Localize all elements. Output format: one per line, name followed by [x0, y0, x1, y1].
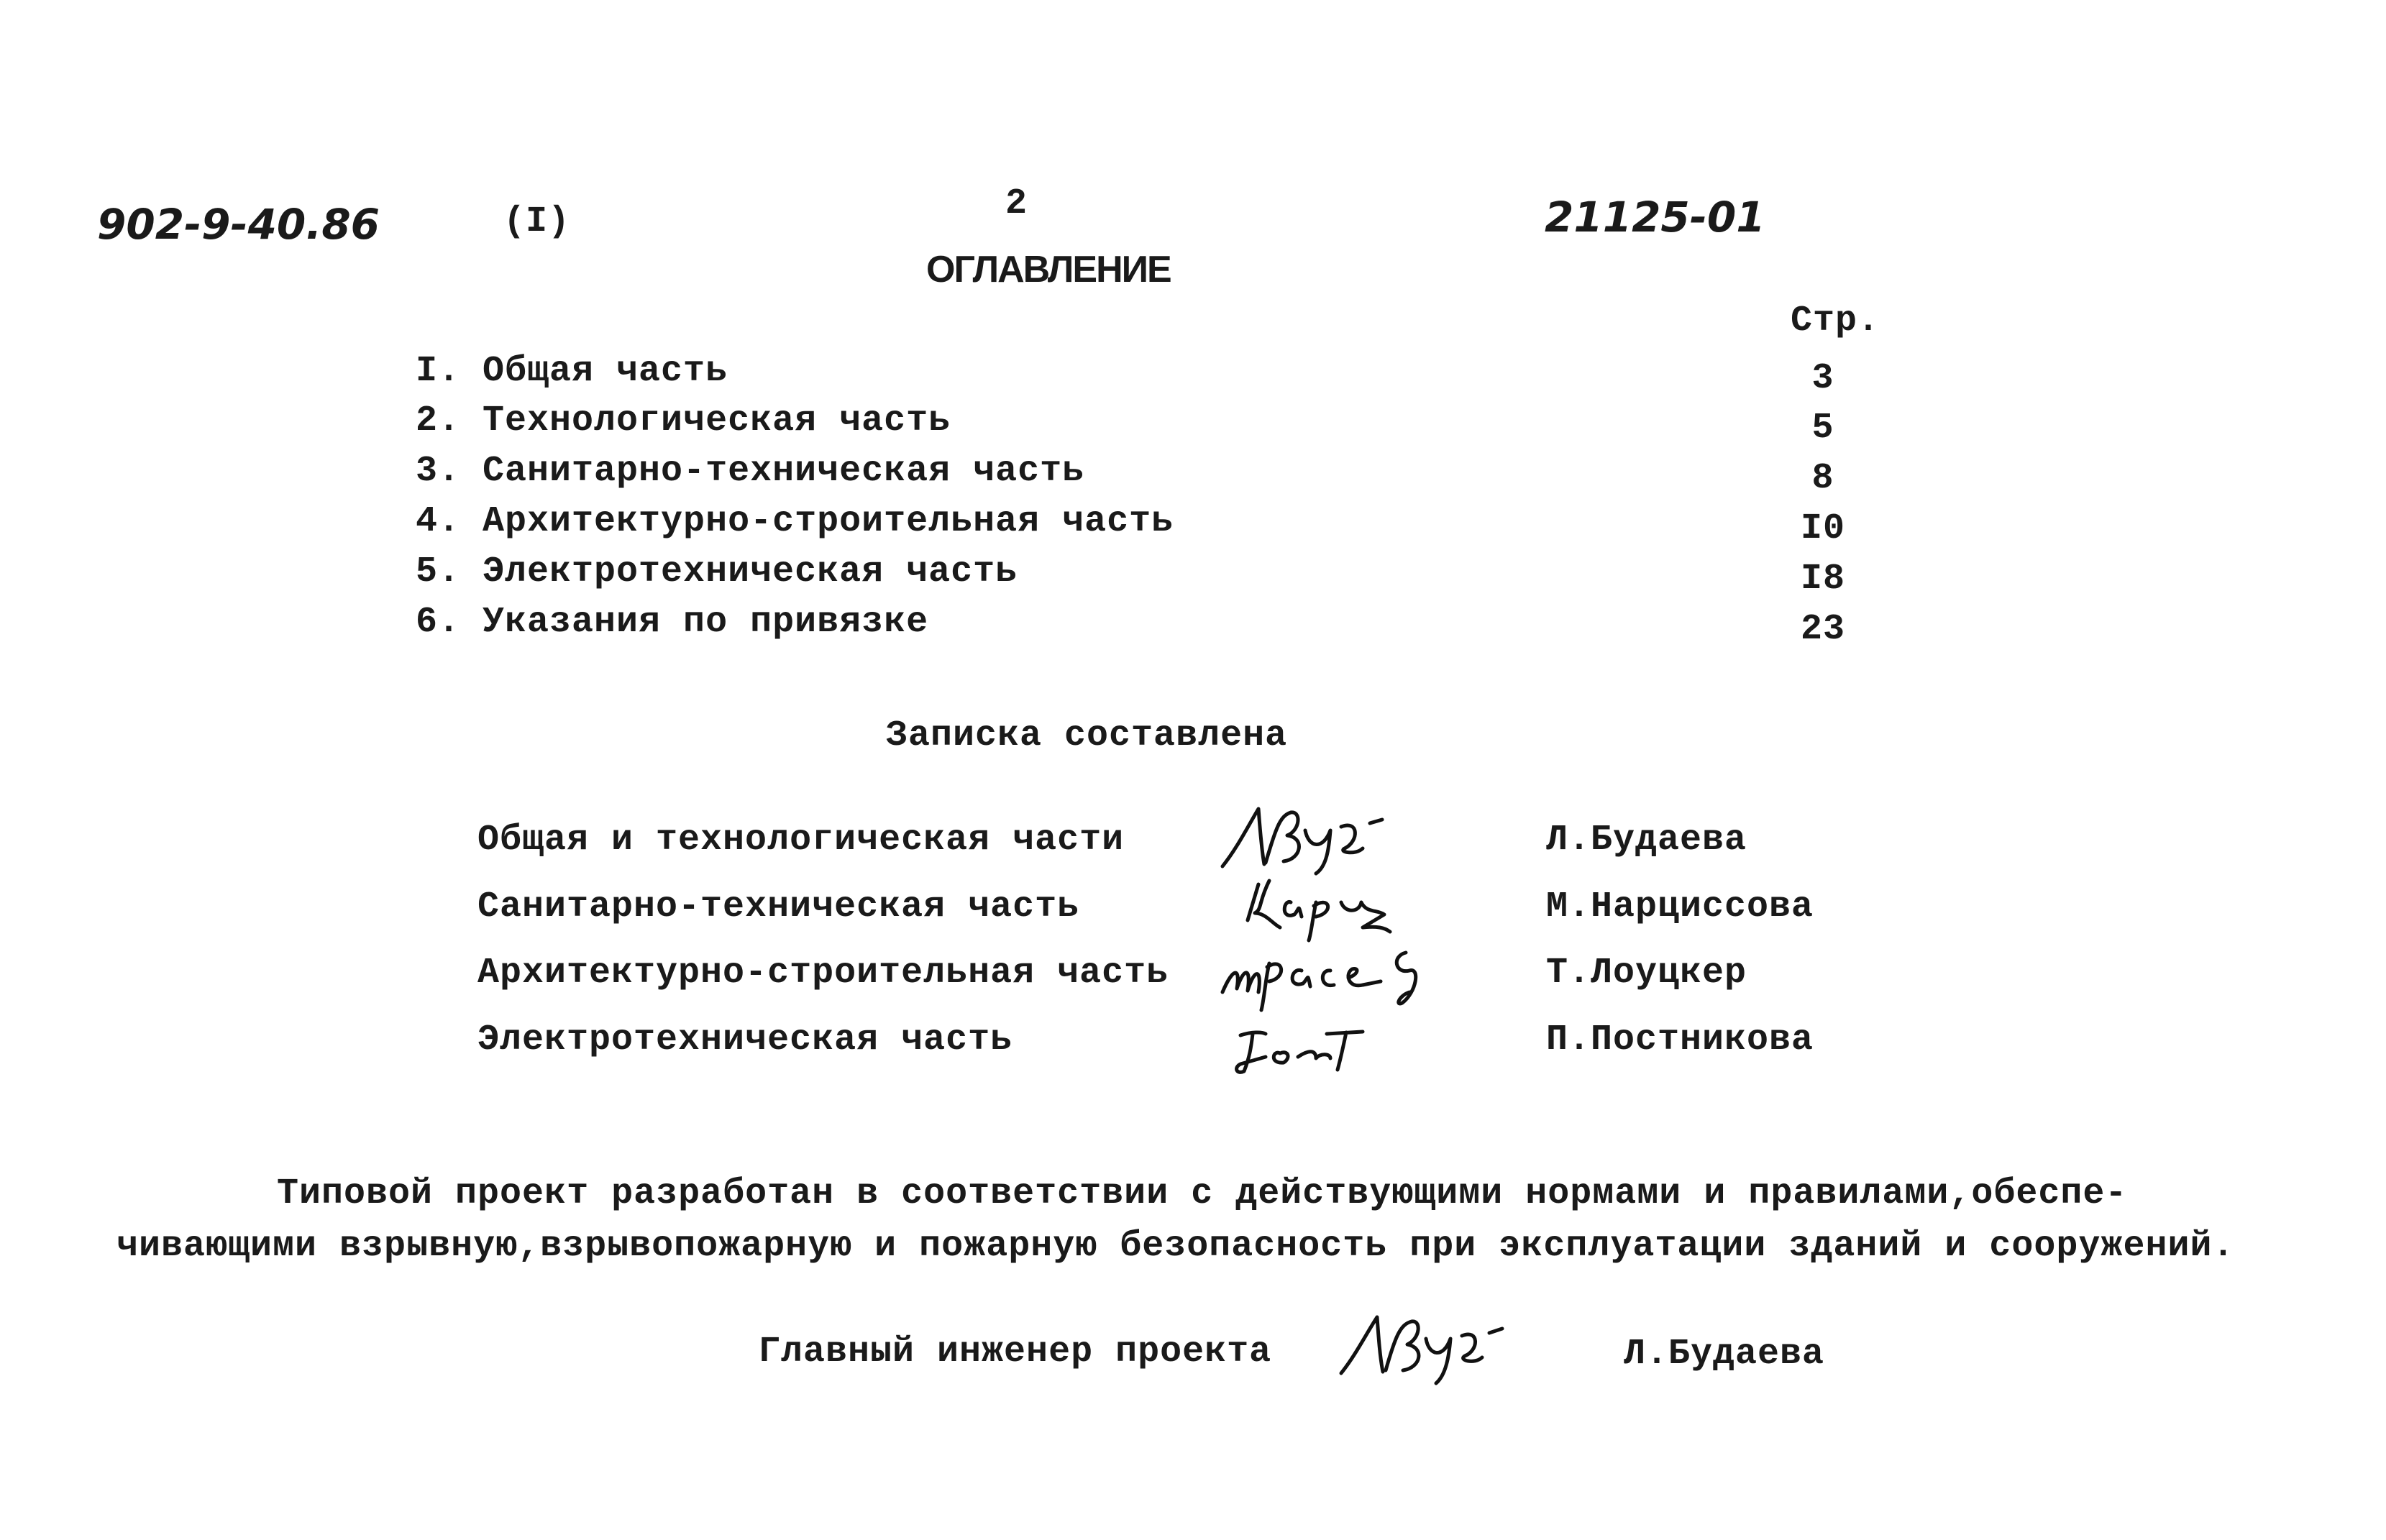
author-name: М.Нарциссова [1546, 886, 1814, 927]
statement-line: чивающими взрывную,взрывопожарную и пожарную безопасность при эксплуатации зданий и сооружений. [116, 1226, 2235, 1267]
toc-item-label: 4. Архитектурно-строительная часть [416, 501, 1174, 542]
author-role: Электротехническая часть [477, 1019, 1013, 1060]
document-number: 21125-01 [1545, 193, 1765, 242]
author-role: Общая и технологическая части [477, 820, 1125, 861]
signature-loutsker [1215, 935, 1445, 1014]
author-name: П.Постникова [1546, 1019, 1814, 1060]
author-name: Л.Будаева [1546, 820, 1747, 861]
toc-page-column-label: Стр. [1791, 301, 1880, 342]
toc-item-label: 2. Технологическая часть [416, 400, 951, 441]
toc-item-page: 3 [1811, 358, 1834, 399]
toc-item-page: I0 [1800, 508, 1845, 549]
toc-title: ОГЛАВЛЕНИЕ [926, 249, 1171, 290]
document-code: 902-9-40.86 [97, 200, 380, 249]
authors-heading: Записка составлена [886, 715, 1288, 756]
toc-item-page: 5 [1811, 408, 1834, 449]
author-name: Т.Лоуцкер [1546, 953, 1747, 994]
toc-item-page: 23 [1800, 609, 1845, 650]
author-role: Архитектурно-строительная часть [477, 953, 1169, 994]
signature-chief-engineer [1334, 1308, 1507, 1388]
toc-item-label: 3. Санитарно-техническая часть [416, 451, 1085, 492]
page-number: 2 [1005, 183, 1028, 224]
author-role: Санитарно-техническая часть [477, 886, 1080, 927]
signature-nartsissova [1233, 870, 1399, 942]
sheet-label: (I) [503, 201, 571, 242]
chief-engineer-label: Главный инженер проекта [759, 1332, 1272, 1372]
chief-engineer-name: Л.Будаева [1624, 1334, 1825, 1375]
statement-line: Типовой проект разработан в соответствии с действующими нормами и правилами,обеспе- [277, 1173, 2128, 1214]
toc-item-page: 8 [1811, 458, 1834, 499]
toc-item-label: I. Общая часть [416, 351, 728, 392]
signature-budaeva [1215, 798, 1388, 877]
toc-item-label: 6. Указания по привязке [416, 602, 929, 643]
signature-postnikova [1222, 1014, 1366, 1078]
toc-item-page: I8 [1800, 559, 1845, 600]
toc-item-label: 5. Электротехническая часть [416, 551, 1018, 592]
